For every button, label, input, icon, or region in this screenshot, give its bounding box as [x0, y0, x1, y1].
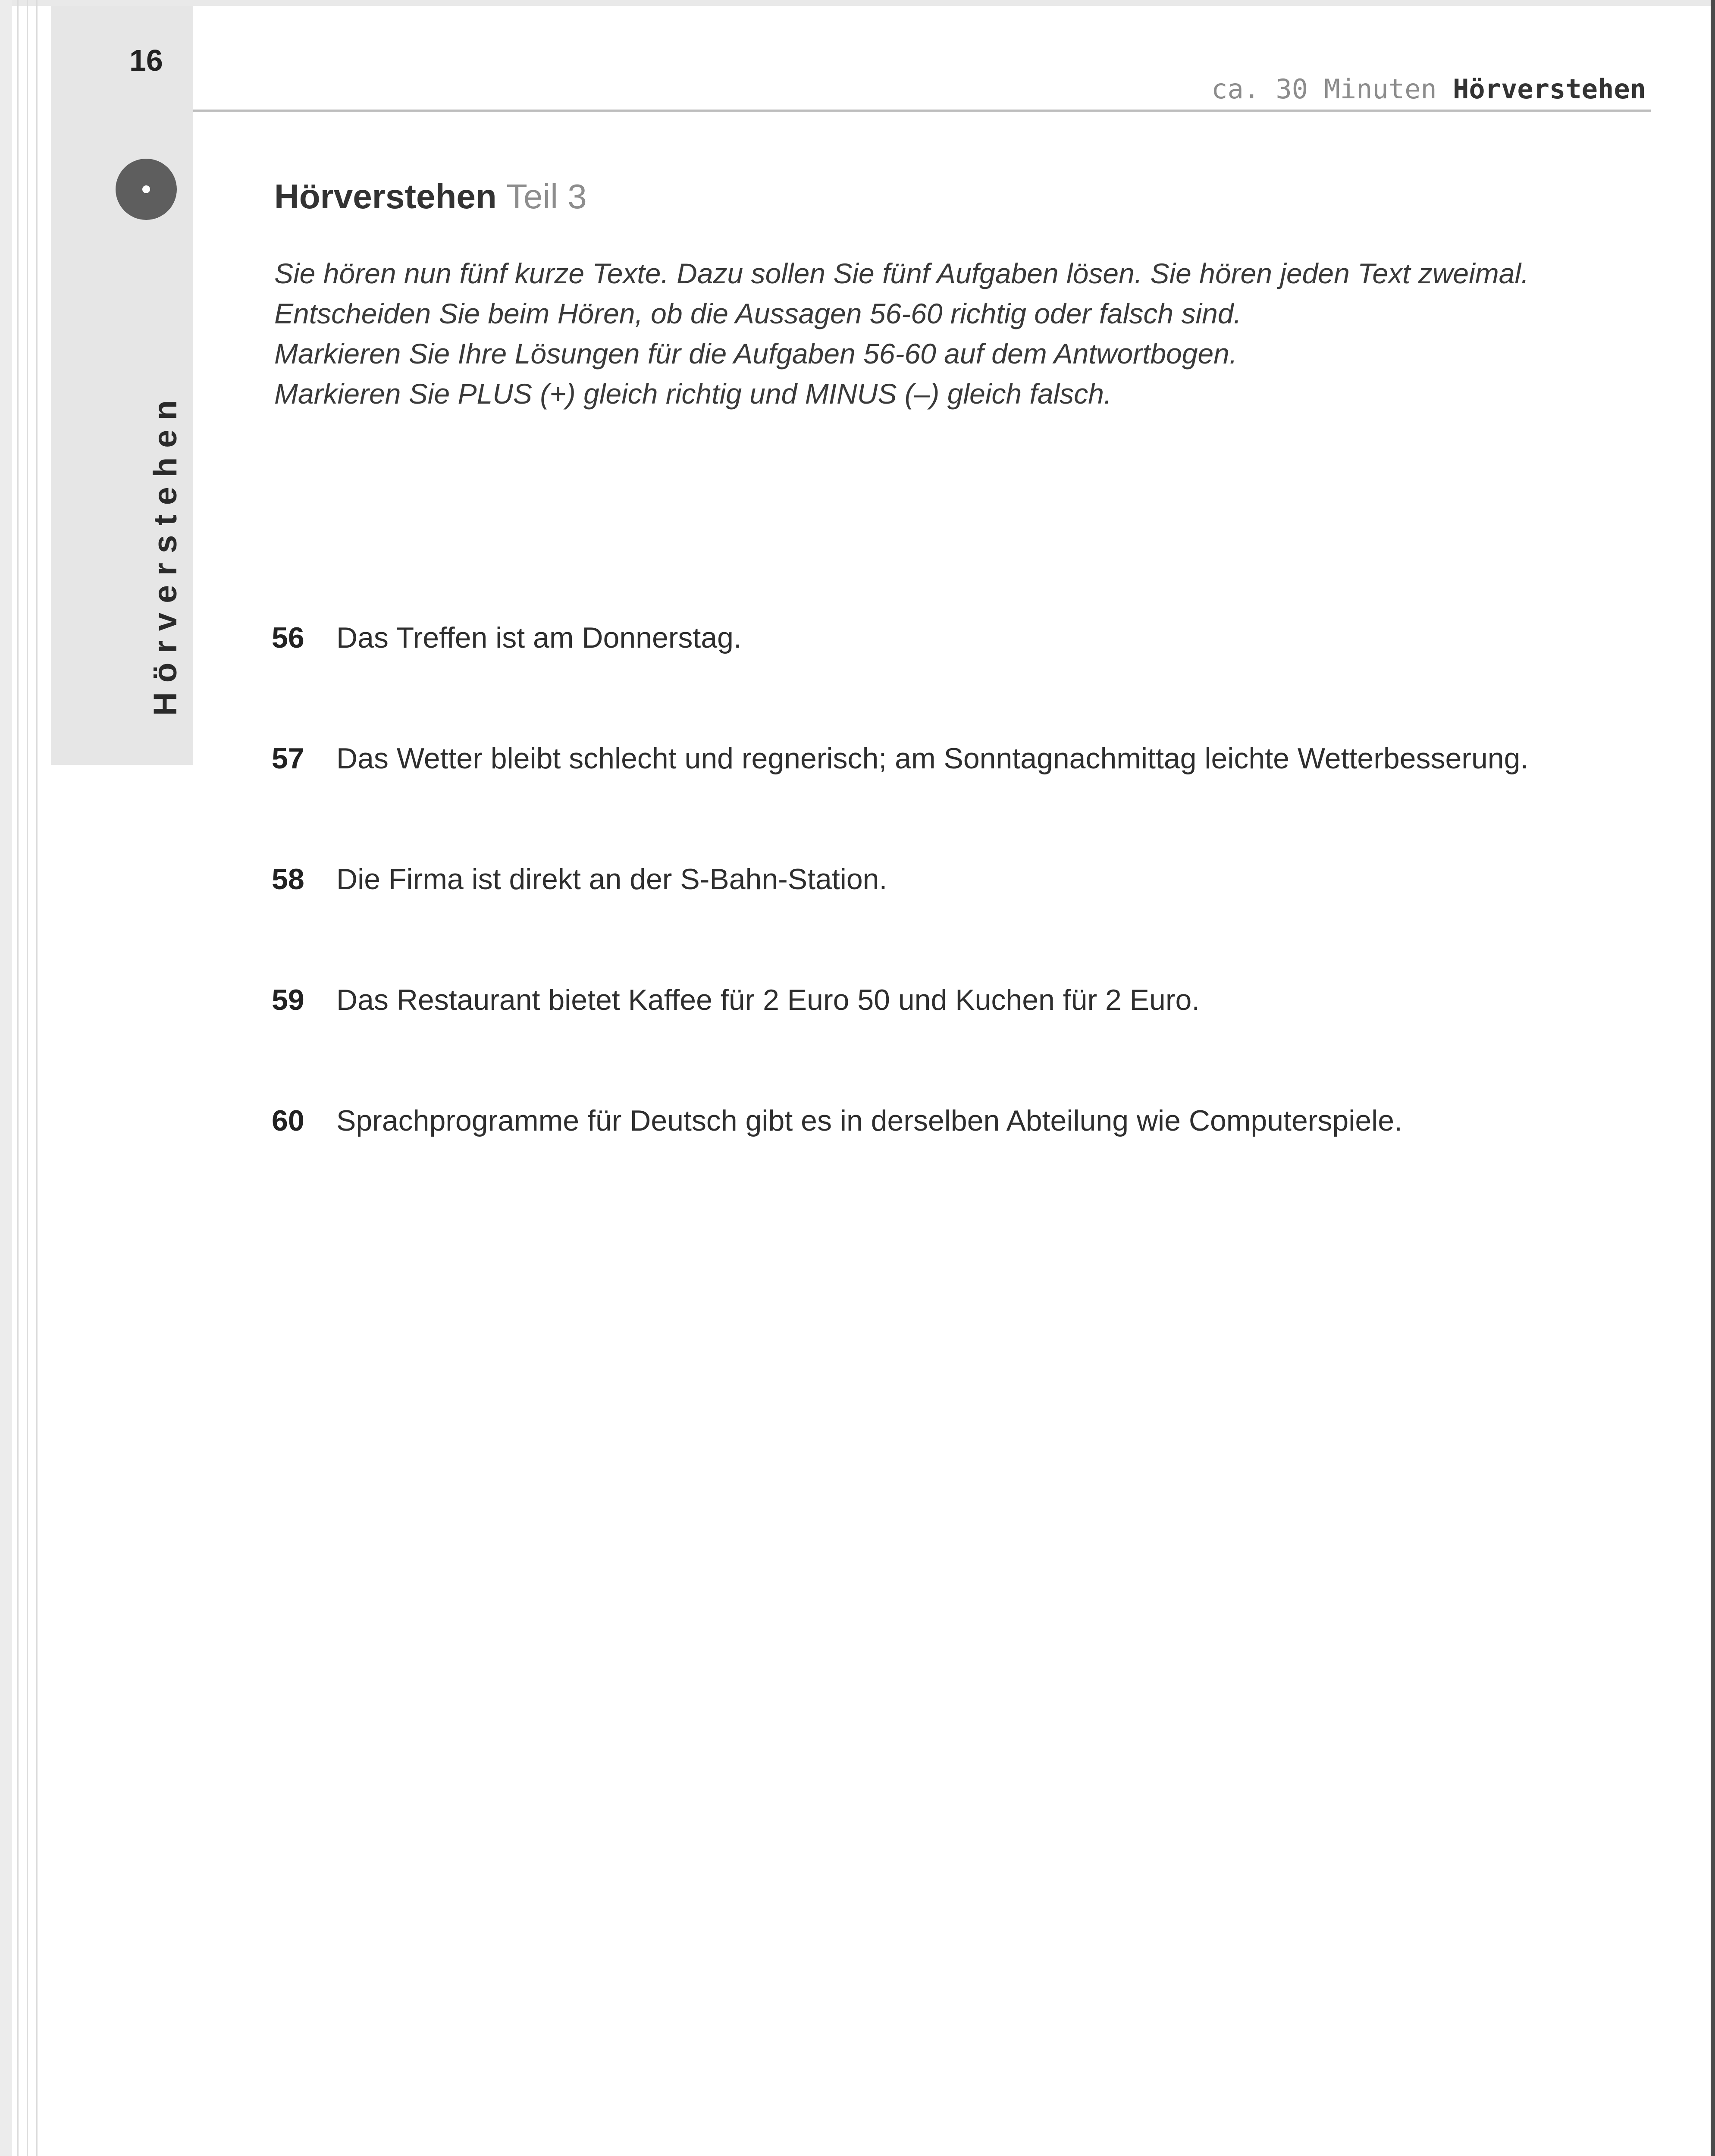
task-item: [272, 1104, 1402, 1138]
task-statement: Das Wetter bleibt schlecht und regnerisch; am Sonntagnachmittag leichte Wetterbesserung.: [336, 742, 1529, 775]
page-stack-line: [27, 0, 28, 2156]
task-number: 58: [272, 863, 304, 896]
task-statement: Das Restaurant bietet Kaffee für 2 Euro 50 und Kuchen für 2 Euro.: [336, 984, 1200, 1016]
page-edge-top: [0, 0, 1715, 6]
task-number: 56: [272, 621, 304, 654]
task-item: [272, 621, 742, 655]
instruction-line: Markieren Sie PLUS (+) gleich richtig und MINUS (–) gleich falsch.: [274, 378, 1112, 410]
running-head-section: Hörverstehen: [1453, 73, 1646, 105]
page-stack-line: [17, 0, 19, 2156]
section-title-main: Hörverstehen: [274, 177, 497, 216]
page-number: 16: [129, 44, 163, 77]
instruction-line: Markieren Sie Ihre Lösungen für die Aufgaben 56-60 auf dem Antwortbogen.: [274, 338, 1238, 370]
page-stack-line: [36, 0, 38, 2156]
task-item: [272, 862, 887, 896]
running-head: [1211, 73, 1646, 105]
side-section-label: Hörverstehen: [147, 391, 184, 716]
task-number: 59: [272, 984, 304, 1016]
instructions: [274, 254, 1529, 414]
running-head-time: ca. 30 Minuten: [1211, 73, 1437, 105]
header-rule: [193, 110, 1651, 112]
task-item: [272, 742, 1528, 775]
page-edge-right: [1711, 0, 1715, 2156]
section-title-part: Teil 3: [506, 177, 587, 216]
instruction-line: Entscheiden Sie beim Hören, ob die Aussagen 56-60 richtig oder falsch sind.: [274, 298, 1242, 329]
cd-icon: [116, 159, 177, 220]
task-number: 60: [272, 1104, 304, 1137]
instruction-line: Sie hören nun fünf kurze Texte. Dazu sollen Sie fünf Aufgaben lösen. Sie hören jeden Text zweimal.: [274, 257, 1529, 289]
section-title: [274, 177, 587, 216]
task-statement: Das Treffen ist am Donnerstag.: [336, 621, 742, 654]
task-number: 57: [272, 742, 304, 775]
page-edge-left: [0, 0, 12, 2156]
task-statement: Die Firma ist direkt an der S-Bahn-Station.: [336, 863, 887, 896]
task-item: [272, 983, 1200, 1017]
task-statement: Sprachprogramme für Deutsch gibt es in derselben Abteilung wie Computerspiele.: [336, 1104, 1402, 1137]
